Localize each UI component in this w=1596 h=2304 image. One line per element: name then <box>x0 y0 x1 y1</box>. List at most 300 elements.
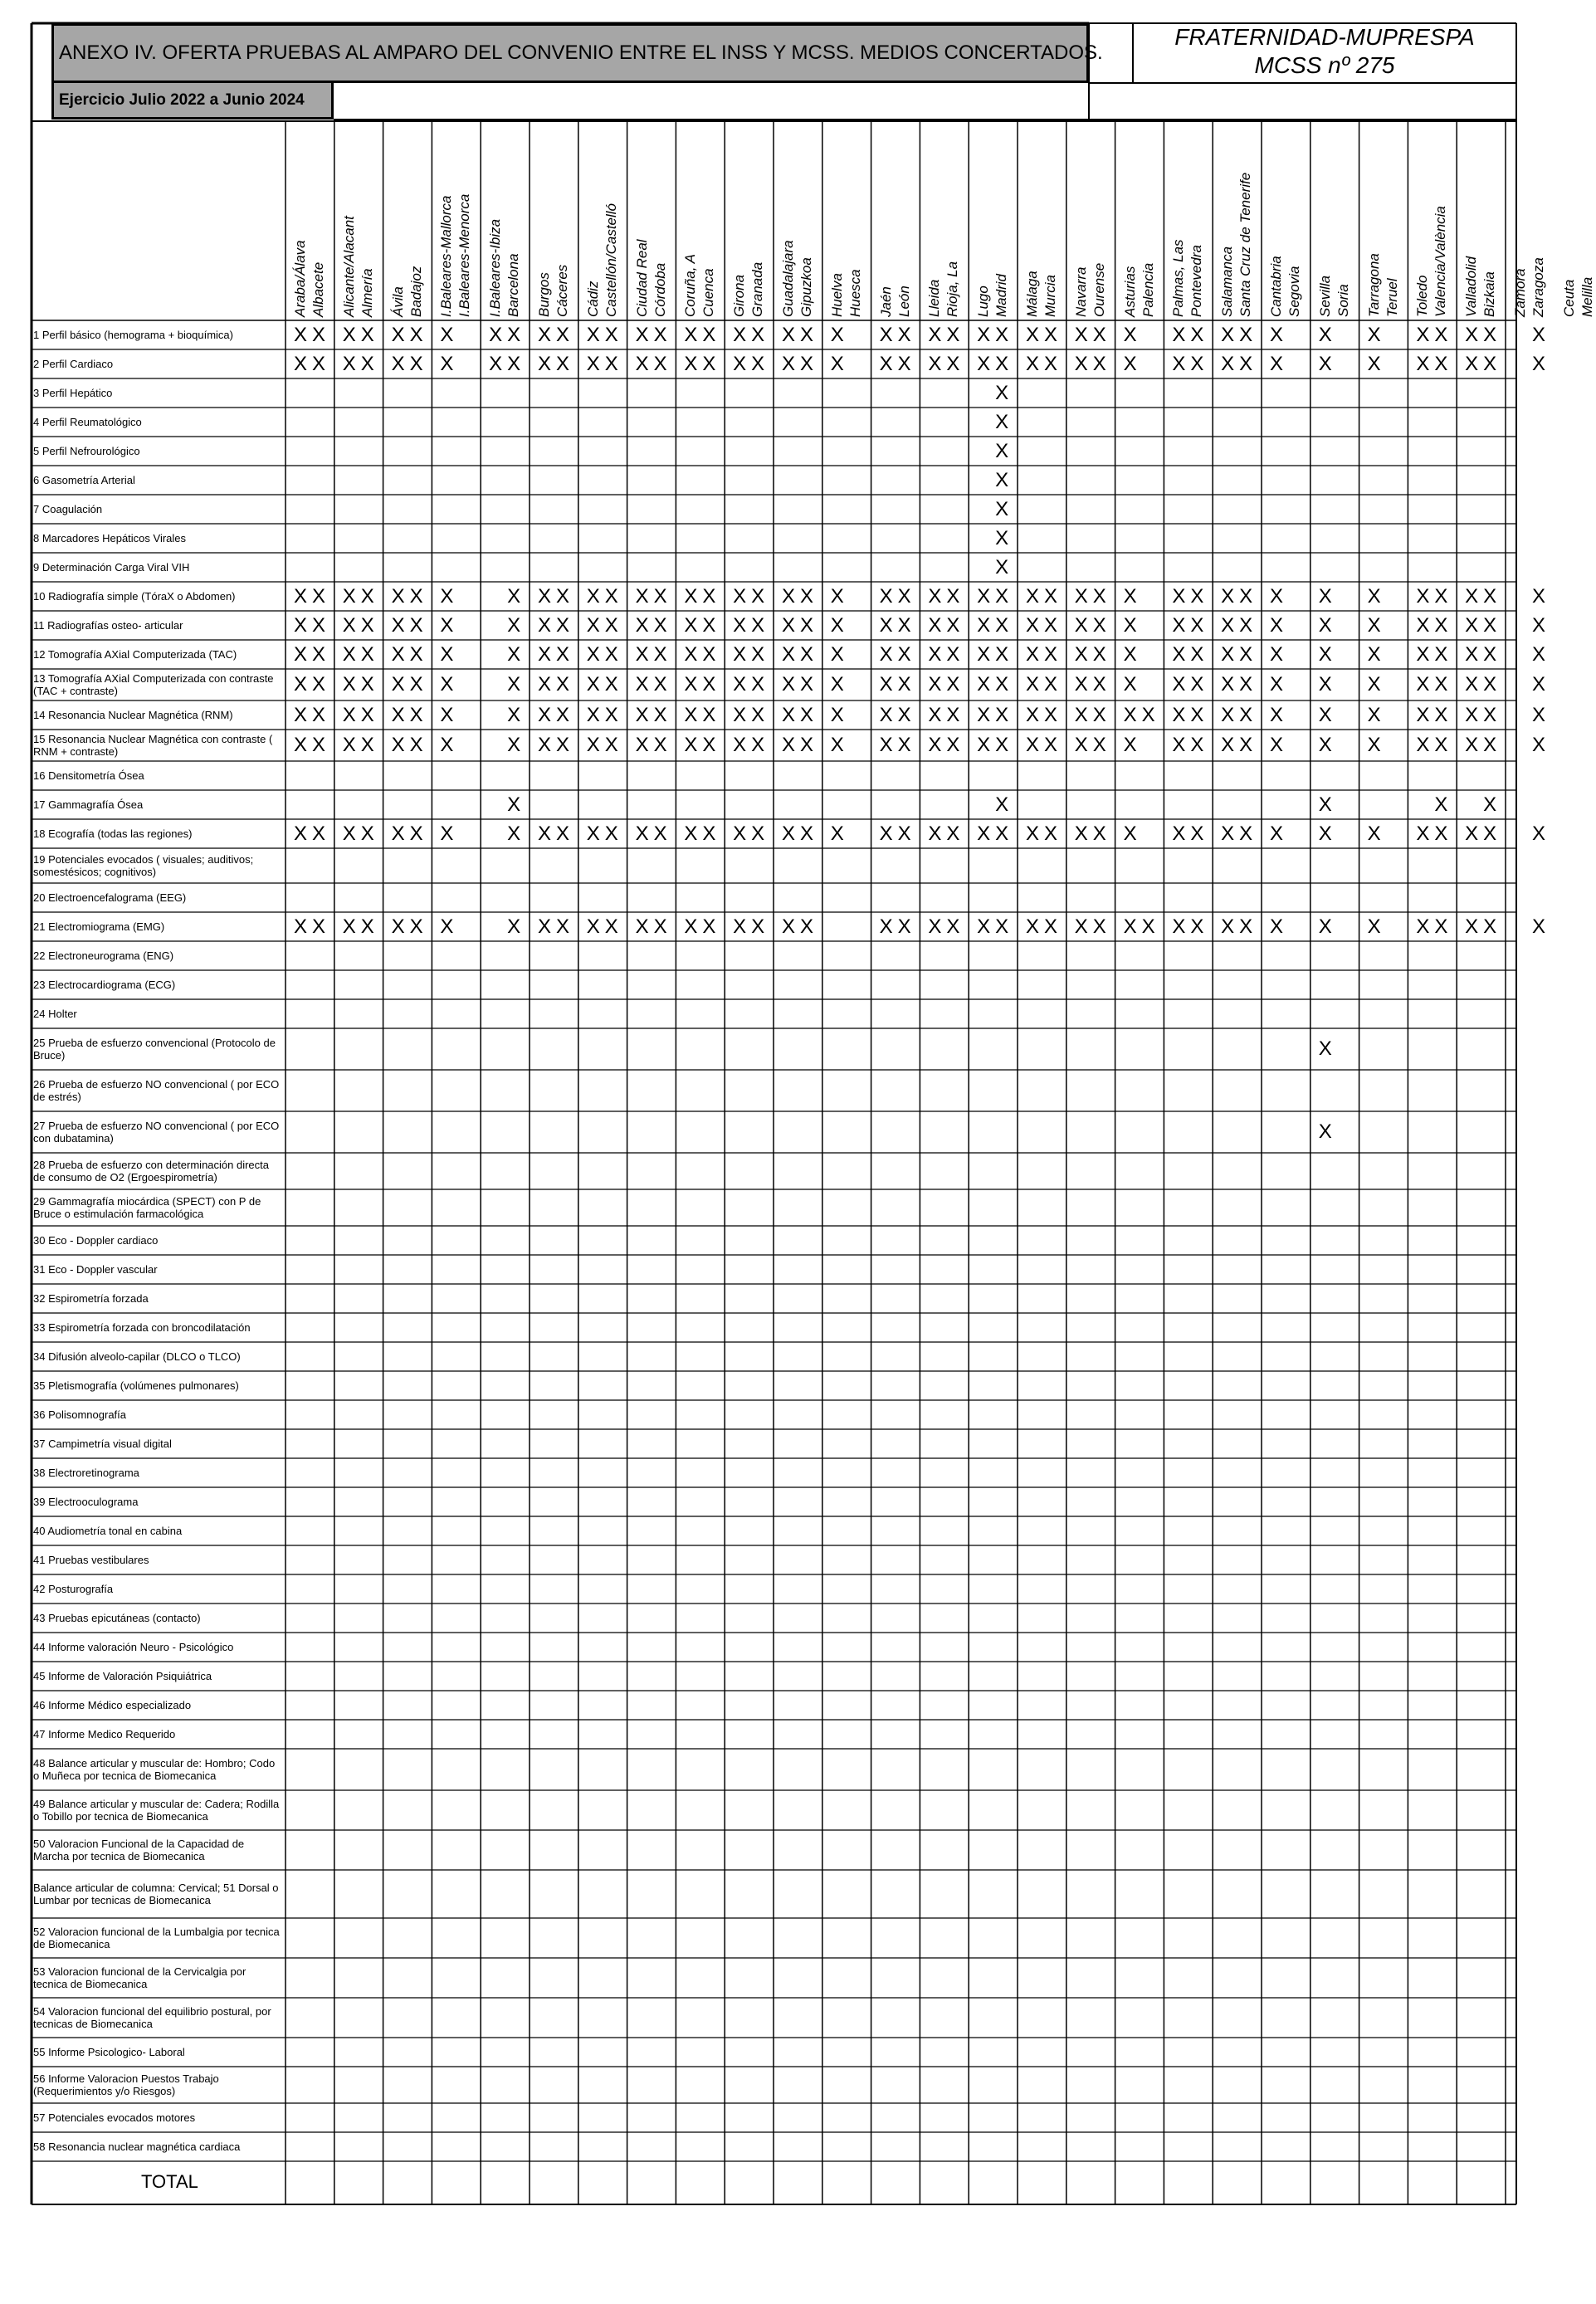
offer-mark: X <box>946 352 960 375</box>
offer-mark: X <box>977 734 991 756</box>
offer-mark: X <box>653 642 667 666</box>
offer-mark: X <box>684 703 698 726</box>
offer-mark: X <box>733 703 747 726</box>
test-name: 40 Audiometría tonal en cabina <box>33 1525 183 1537</box>
offer-mark: X <box>1221 323 1235 346</box>
province-header: Palmas, Las <box>1170 239 1187 317</box>
offer-mark: X <box>311 352 326 375</box>
test-row-label <box>32 1284 281 1313</box>
test-row-label <box>32 1400 281 1429</box>
province-header: Almería <box>359 268 375 317</box>
offer-mark: X <box>1318 642 1332 666</box>
offer-mark: X <box>1172 642 1186 666</box>
offer-mark: X <box>702 642 716 666</box>
offer-mark: X <box>1318 1037 1332 1060</box>
offer-mark: X <box>1269 642 1284 666</box>
offer-mark: X <box>1025 352 1040 375</box>
offer-mark: X <box>1123 642 1137 666</box>
offer-mark: X <box>1092 703 1106 726</box>
offer-mark: X <box>1434 703 1448 726</box>
offer-mark: X <box>1043 613 1058 637</box>
offer-mark: X <box>537 915 552 938</box>
offer-mark: X <box>409 703 423 726</box>
test-row-label <box>32 1574 281 1604</box>
province-header: Ceuta <box>1560 279 1577 317</box>
offer-mark: X <box>879 323 893 346</box>
offer-mark: X <box>1434 352 1448 375</box>
test-row-label <box>32 2103 281 2132</box>
offer-mark: X <box>507 584 521 608</box>
offer-mark: X <box>653 352 667 375</box>
offer-mark: X <box>1465 703 1479 726</box>
offer-mark: X <box>1269 734 1284 756</box>
province-header: León <box>896 286 912 317</box>
test-name: 49 Balance articular y muscular de: Cadera; Rodilla o Tobillo por tecnica de Biomecanica <box>33 1798 280 1823</box>
offer-mark: X <box>1318 734 1332 756</box>
offer-mark: X <box>897 613 911 637</box>
offer-mark: X <box>830 323 844 346</box>
offer-mark: X <box>293 323 308 346</box>
offer-mark: X <box>1123 915 1137 938</box>
offer-mark: X <box>702 323 716 346</box>
province-header: Valencia/València <box>1432 206 1449 317</box>
test-name: 29 Gammagrafía miocárdica (SPECT) con P de Bruce o estimulación farmacológica <box>33 1195 261 1220</box>
offer-mark: X <box>1092 323 1106 346</box>
test-name: 45 Informe de Valoración Psiquiátrica <box>33 1670 212 1682</box>
province-header: Albacete <box>310 261 326 317</box>
offer-mark: X <box>635 323 649 346</box>
offer-mark: X <box>1434 642 1448 666</box>
offer-mark: X <box>897 642 911 666</box>
offer-mark: X <box>1416 323 1430 346</box>
offer-mark: X <box>928 642 942 666</box>
offer-mark: X <box>604 352 618 375</box>
offer-mark: X <box>751 613 765 637</box>
offer-mark: X <box>1434 323 1448 346</box>
test-name: 35 Pletismografía (volúmenes pulmonares) <box>33 1379 239 1392</box>
offer-mark: X <box>879 584 893 608</box>
offer-mark: X <box>928 613 942 637</box>
offer-mark: X <box>440 613 454 637</box>
offer-mark: X <box>342 584 356 608</box>
offer-mark: X <box>897 703 911 726</box>
offer-mark: X <box>555 584 570 608</box>
offer-mark: X <box>311 323 326 346</box>
province-header: Tarragona <box>1365 253 1382 317</box>
test-row-label <box>32 1604 281 1633</box>
offer-mark: X <box>830 584 844 608</box>
offer-mark: X <box>1172 352 1186 375</box>
offer-mark: X <box>1092 642 1106 666</box>
offer-mark: X <box>1043 673 1058 696</box>
offer-mark: X <box>342 822 356 845</box>
test-name: 24 Holter <box>33 1008 77 1020</box>
offer-mark: X <box>684 323 698 346</box>
offer-mark: X <box>586 915 600 938</box>
test-name: 2 Perfil Cardiaco <box>33 358 114 370</box>
test-row-label <box>32 1691 281 1720</box>
offer-mark: X <box>928 734 942 756</box>
test-name: 52 Valoracion funcional de la Lumbalgia por tecnica de Biomecanica <box>33 1926 280 1950</box>
offer-mark: X <box>1318 822 1332 845</box>
offer-mark: X <box>1483 352 1497 375</box>
province-header: Sevilla <box>1316 275 1333 317</box>
province-header: Burgos <box>536 272 552 317</box>
offer-mark: X <box>1239 703 1253 726</box>
offer-mark: X <box>1465 323 1479 346</box>
offer-mark: X <box>537 584 552 608</box>
document-title: ANEXO IV. OFERTA PRUEBAS AL AMPARO DEL CONVENIO ENTRE EL INSS Y MCSS. MEDIOS CONCERTADOS. <box>51 23 1089 83</box>
province-header: Lleida <box>926 279 943 317</box>
offer-mark: X <box>751 323 765 346</box>
test-row-label <box>32 495 281 524</box>
offer-mark: X <box>1416 613 1430 637</box>
test-row-label <box>32 2067 281 2103</box>
test-row-label <box>32 1633 281 1662</box>
test-row-label <box>32 437 281 466</box>
offer-mark: X <box>995 734 1009 756</box>
offer-mark: X <box>604 642 618 666</box>
offer-mark: X <box>879 822 893 845</box>
offer-mark: X <box>555 352 570 375</box>
offer-mark: X <box>897 352 911 375</box>
test-row-label <box>32 1662 281 1691</box>
test-row-label <box>32 349 281 378</box>
offer-mark: X <box>1416 734 1430 756</box>
offer-mark: X <box>799 673 814 696</box>
offer-mark: X <box>995 673 1009 696</box>
offer-mark: X <box>977 584 991 608</box>
offer-mark: X <box>1172 584 1186 608</box>
offer-mark: X <box>1318 915 1332 938</box>
province-header: Pontevedra <box>1188 245 1205 317</box>
offer-mark: X <box>1172 673 1186 696</box>
offer-mark: X <box>1483 915 1497 938</box>
test-name: Balance articular de columna: Cervical; 51 Dorsal o Lumbar por tecnicas de Biomecanica <box>33 1882 279 1906</box>
province-header: Coruña, A <box>682 254 699 317</box>
offer-mark: X <box>1483 703 1497 726</box>
offer-mark: X <box>1318 793 1332 816</box>
test-name: 43 Pruebas epicutáneas (contacto) <box>33 1612 201 1624</box>
offer-mark: X <box>440 323 454 346</box>
brand-registration: MCSS nº 275 <box>1254 52 1395 78</box>
offer-mark: X <box>293 822 308 845</box>
province-header: Palencia <box>1140 262 1156 317</box>
offer-mark: X <box>635 642 649 666</box>
offer-mark: X <box>1239 352 1253 375</box>
offer-mark: X <box>684 613 698 637</box>
offer-mark: X <box>1483 323 1497 346</box>
offer-mark: X <box>799 642 814 666</box>
offer-mark: X <box>1190 822 1204 845</box>
offer-mark: X <box>897 734 911 756</box>
offer-mark: X <box>733 673 747 696</box>
offer-mark: X <box>360 323 374 346</box>
offer-mark: X <box>1092 822 1106 845</box>
offer-mark: X <box>1123 352 1137 375</box>
offer-mark: X <box>1367 323 1381 346</box>
offer-mark: X <box>311 584 326 608</box>
offer-mark: X <box>897 822 911 845</box>
test-name: 18 Ecografía (todas las regiones) <box>33 827 193 840</box>
offer-mark: X <box>751 822 765 845</box>
offer-mark: X <box>684 352 698 375</box>
offer-mark: X <box>604 822 618 845</box>
offer-mark: X <box>1367 734 1381 756</box>
offer-mark: X <box>1531 673 1546 696</box>
offer-mark: X <box>311 673 326 696</box>
offer-mark: X <box>507 822 521 845</box>
offer-mark: X <box>1172 613 1186 637</box>
offer-mark: X <box>586 352 600 375</box>
offer-mark: X <box>1483 734 1497 756</box>
offer-mark: X <box>995 497 1009 520</box>
offer-mark: X <box>1434 793 1448 816</box>
offer-mark: X <box>1074 673 1088 696</box>
offer-mark: X <box>1465 352 1479 375</box>
offer-mark: X <box>311 613 326 637</box>
offer-mark: X <box>1367 584 1381 608</box>
province-header: Ávila <box>389 286 406 317</box>
offer-mark: X <box>1239 673 1253 696</box>
offer-mark: X <box>702 613 716 637</box>
test-name: 31 Eco - Doppler vascular <box>33 1263 158 1276</box>
offer-mark: X <box>995 915 1009 938</box>
offer-mark: X <box>751 734 765 756</box>
province-header: Málaga <box>1024 271 1040 317</box>
offer-mark: X <box>1269 673 1284 696</box>
test-row-label <box>32 1342 281 1371</box>
offer-mark: X <box>489 352 503 375</box>
offer-mark: X <box>586 822 600 845</box>
test-row-label <box>32 761 281 790</box>
offer-mark: X <box>342 323 356 346</box>
offer-mark: X <box>995 703 1009 726</box>
test-row-label <box>32 1998 281 2038</box>
offer-mark: X <box>879 613 893 637</box>
offer-mark: X <box>830 642 844 666</box>
offer-mark: X <box>604 734 618 756</box>
offer-mark: X <box>537 642 552 666</box>
offer-mark: X <box>946 613 960 637</box>
offer-mark: X <box>653 734 667 756</box>
offer-mark: X <box>653 703 667 726</box>
province-header: Girona <box>731 274 748 317</box>
province-header: I.Baleares-Menorca <box>456 193 473 317</box>
offer-mark: X <box>635 915 649 938</box>
offer-mark: X <box>1123 323 1137 346</box>
offer-mark: X <box>946 642 960 666</box>
offer-mark: X <box>1434 584 1448 608</box>
offer-mark: X <box>1239 734 1253 756</box>
offer-mark: X <box>1025 673 1040 696</box>
offer-mark: X <box>928 703 942 726</box>
test-row-label <box>32 2132 281 2161</box>
offer-mark: X <box>1239 323 1253 346</box>
offer-mark: X <box>360 584 374 608</box>
offer-mark: X <box>1318 673 1332 696</box>
province-header: Cuenca <box>700 268 717 317</box>
offer-mark: X <box>1318 703 1332 726</box>
offer-mark: X <box>1434 673 1448 696</box>
test-row-label <box>32 553 281 582</box>
test-row-label <box>32 1870 281 1918</box>
offer-mark: X <box>537 703 552 726</box>
province-header: Zamora <box>1512 268 1528 317</box>
test-row-label <box>32 1487 281 1516</box>
test-row-label <box>32 848 281 883</box>
offer-mark: X <box>360 915 374 938</box>
offer-mark: X <box>1434 613 1448 637</box>
offer-mark: X <box>537 734 552 756</box>
offer-mark: X <box>440 915 454 938</box>
offer-mark: X <box>1239 613 1253 637</box>
offer-mark: X <box>1416 915 1430 938</box>
offer-mark: X <box>586 703 600 726</box>
offer-mark: X <box>360 703 374 726</box>
offer-mark: X <box>1483 642 1497 666</box>
offer-mark: X <box>733 734 747 756</box>
offer-mark: X <box>684 584 698 608</box>
offer-mark: X <box>1043 915 1058 938</box>
test-name: 50 Valoracion Funcional de la Capacidad de Marcha por tecnica de Biomecanica <box>33 1838 245 1862</box>
offer-mark: X <box>555 703 570 726</box>
offer-mark: X <box>1190 613 1204 637</box>
offer-mark: X <box>586 642 600 666</box>
test-row-label <box>32 640 281 669</box>
province-header: Barcelona <box>505 253 522 317</box>
test-name: 41 Pruebas vestibulares <box>33 1554 149 1566</box>
offer-mark: X <box>684 734 698 756</box>
offer-mark: X <box>293 703 308 726</box>
offer-mark: X <box>391 734 405 756</box>
offer-mark: X <box>604 613 618 637</box>
test-name: 36 Polisomnografía <box>33 1408 127 1421</box>
offer-mark: X <box>409 323 423 346</box>
offer-mark: X <box>977 613 991 637</box>
test-row-label <box>32 1028 281 1070</box>
offer-mark: X <box>1367 673 1381 696</box>
offer-mark: X <box>360 613 374 637</box>
offer-mark: X <box>995 381 1009 404</box>
test-row-label <box>32 1918 281 1958</box>
test-name: 13 Tomografía AXial Computerizada con contraste (TAC + contraste) <box>33 672 274 697</box>
offer-mark: X <box>1123 584 1137 608</box>
offer-mark: X <box>751 673 765 696</box>
offer-mark: X <box>1043 584 1058 608</box>
test-name: 54 Valoracion funcional del equilibrio postural, por tecnicas de Biomecanica <box>33 2005 271 2030</box>
offer-mark: X <box>555 822 570 845</box>
offer-mark: X <box>1092 584 1106 608</box>
test-name: 34 Difusión alveolo-capilar (DLCO o TLCO) <box>33 1350 241 1363</box>
brand-block <box>1133 23 1516 83</box>
province-header: Lugo <box>975 286 992 317</box>
test-name: 30 Eco - Doppler cardiaco <box>33 1234 159 1247</box>
offer-mark: X <box>507 793 521 816</box>
offer-mark: X <box>977 673 991 696</box>
test-name: 58 Resonancia nuclear magnética cardiaca <box>33 2140 241 2153</box>
offer-mark: X <box>1190 734 1204 756</box>
offer-mark: X <box>1318 613 1332 637</box>
province-header: Navarra <box>1072 266 1089 317</box>
offer-mark: X <box>799 703 814 726</box>
offer-mark: X <box>311 822 326 845</box>
offer-mark: X <box>1043 734 1058 756</box>
test-row-label <box>32 1371 281 1400</box>
offer-mark: X <box>1074 703 1088 726</box>
offer-mark: X <box>653 323 667 346</box>
offer-mark: X <box>555 642 570 666</box>
test-name: 38 Electroretinograma <box>33 1467 139 1479</box>
test-name: 15 Resonancia Nuclear Magnética con contraste ( RNM + contraste) <box>33 733 273 758</box>
province-header: Murcia <box>1042 274 1058 317</box>
offer-mark: X <box>1239 642 1253 666</box>
offer-mark: X <box>799 352 814 375</box>
offer-mark: X <box>1043 822 1058 845</box>
offer-mark: X <box>1269 613 1284 637</box>
offer-mark: X <box>928 822 942 845</box>
offer-mark: X <box>946 673 960 696</box>
offer-mark: X <box>1025 703 1040 726</box>
province-header: Zaragoza <box>1530 257 1546 317</box>
offer-mark: X <box>360 642 374 666</box>
province-header: Jaén <box>877 286 894 317</box>
offer-mark: X <box>751 584 765 608</box>
total-label: TOTAL <box>141 2171 198 2192</box>
offer-mark: X <box>1025 584 1040 608</box>
test-row-label <box>32 730 281 761</box>
offer-mark: X <box>653 915 667 938</box>
test-name: 16 Densitometría Ósea <box>33 769 144 782</box>
offer-mark: X <box>555 915 570 938</box>
offer-mark: X <box>1531 822 1546 845</box>
offer-mark: X <box>977 642 991 666</box>
offer-mark: X <box>1043 642 1058 666</box>
offer-mark: X <box>1367 703 1381 726</box>
offer-mark: X <box>507 642 521 666</box>
offer-mark: X <box>537 613 552 637</box>
offer-mark: X <box>1465 822 1479 845</box>
test-name: 57 Potenciales evocados motores <box>33 2111 196 2124</box>
test-name: 1 Perfil básico (hemograma + bioquímica) <box>33 329 233 341</box>
offer-mark: X <box>946 822 960 845</box>
offer-mark: X <box>1239 915 1253 938</box>
province-header: Gipuzkoa <box>798 257 814 317</box>
test-row-label <box>32 700 281 730</box>
province-header: Segovia <box>1286 266 1302 317</box>
offer-mark: X <box>1092 734 1106 756</box>
offer-mark: X <box>1531 352 1546 375</box>
offer-mark: X <box>293 642 308 666</box>
province-header: Bizkaia <box>1481 271 1498 317</box>
offer-mark: X <box>995 526 1009 549</box>
province-header: Rioja, La <box>944 261 961 317</box>
offer-mark: X <box>653 613 667 637</box>
offer-mark: X <box>799 915 814 938</box>
offer-mark: X <box>342 673 356 696</box>
offer-mark: X <box>781 352 796 375</box>
offer-mark: X <box>1465 734 1479 756</box>
offer-mark: X <box>1092 915 1106 938</box>
offer-mark: X <box>311 642 326 666</box>
offer-mark: X <box>1190 352 1204 375</box>
offer-mark: X <box>1025 822 1040 845</box>
offer-mark: X <box>946 703 960 726</box>
offer-mark: X <box>391 915 405 938</box>
offer-mark: X <box>507 352 521 375</box>
offer-mark: X <box>409 822 423 845</box>
offer-mark: X <box>1221 584 1235 608</box>
